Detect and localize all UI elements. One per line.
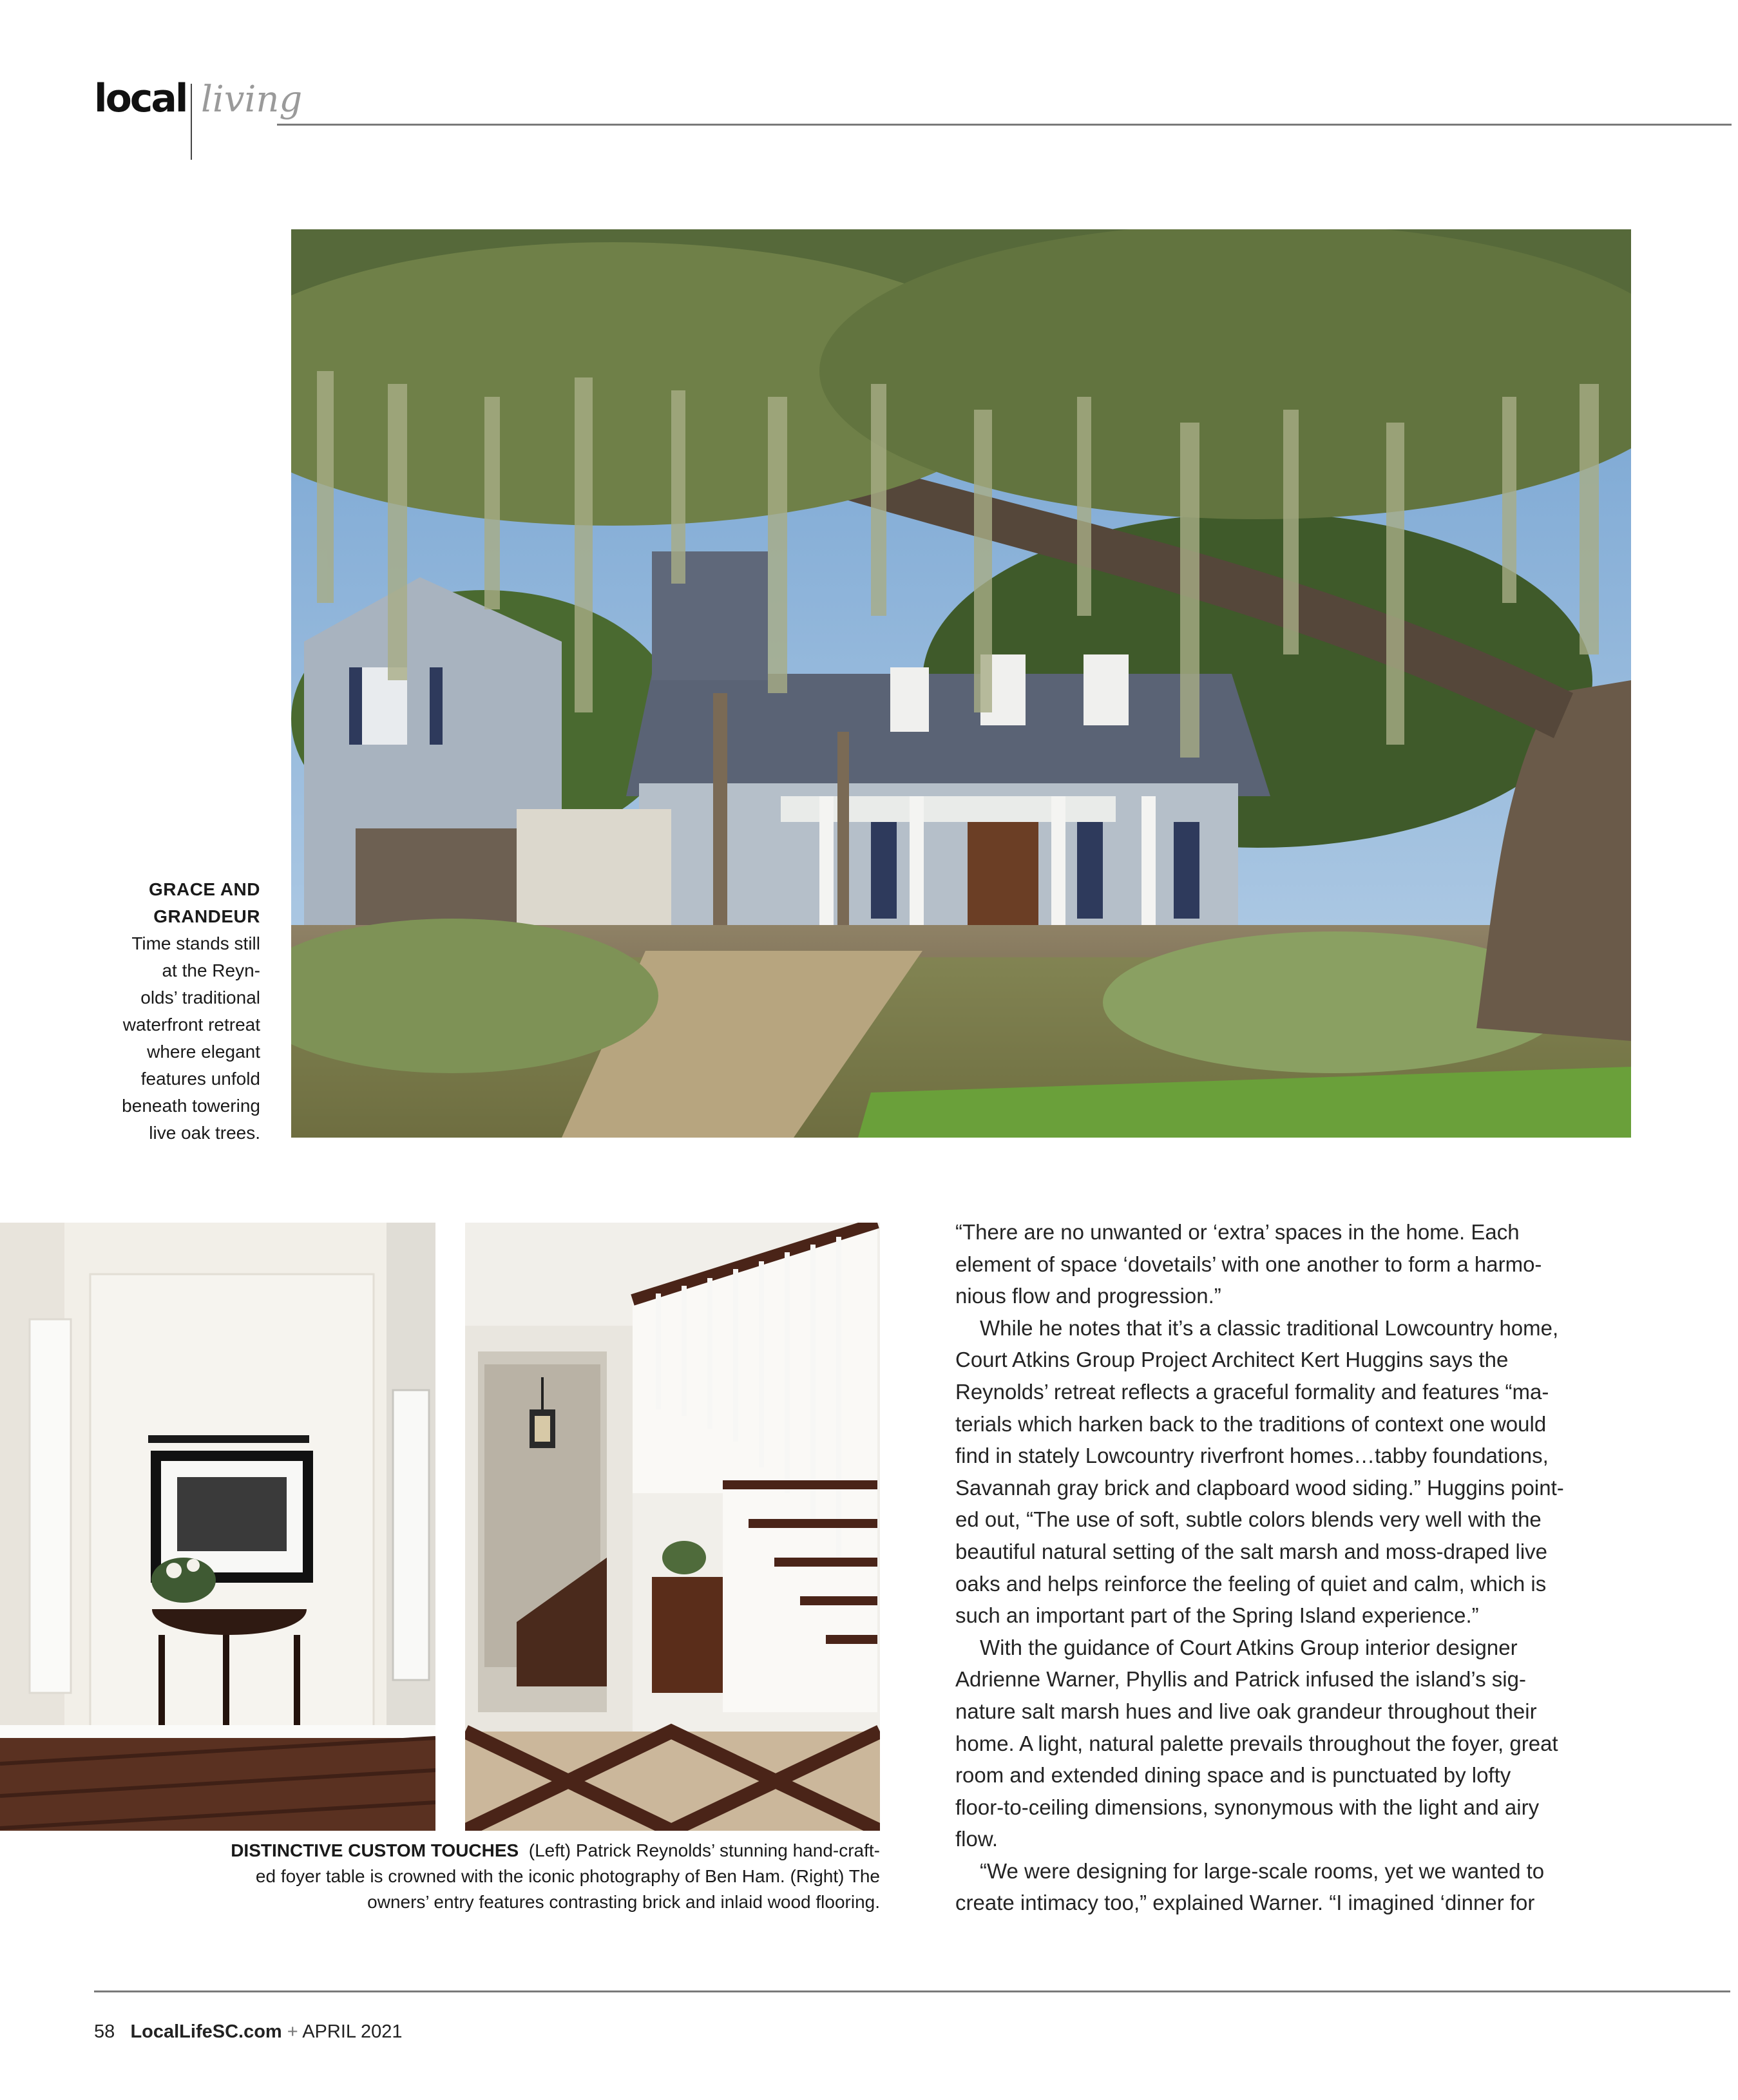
hero-caption-line: beneath towering <box>122 1096 260 1116</box>
hero-caption-line: Time stands still <box>131 933 260 953</box>
hero-caption-line: waterfront retreat <box>122 1015 260 1035</box>
page-number: 58 <box>94 2021 115 2042</box>
hero-caption-line: olds’ traditional <box>140 988 260 1007</box>
article-line: nious flow and progression.” <box>955 1284 1221 1308</box>
article-line: While he notes that it’s a classic traditional Lowcountry home, <box>980 1315 1559 1340</box>
hero-caption <box>97 876 260 1147</box>
interior-caption-line-2: ed foyer table is crowned with the iconic photography of Ben Ham. (Right) The <box>255 1866 880 1886</box>
foyer-table-photo <box>0 1223 435 1831</box>
interior-caption-line-1 <box>97 1838 880 1864</box>
brand-divider <box>191 84 192 160</box>
hero-caption-line: live oak trees. <box>149 1123 260 1143</box>
brand-living: living <box>201 79 303 120</box>
article-line: Reynolds’ retreat reflects a graceful formality and features “ma- <box>955 1379 1549 1404</box>
article-line: such an important part of the Spring Island experience.” <box>955 1603 1479 1628</box>
hero-photo <box>291 229 1631 1138</box>
footer <box>94 2021 403 2043</box>
hero-caption-heading-2: GRANDEUR <box>153 906 260 926</box>
article-line: flow. <box>955 1827 998 1851</box>
hero-caption-line: where elegant <box>147 1042 260 1062</box>
interior-caption-line-3: owners’ entry features contrasting brick and inlaid wood flooring. <box>367 1892 880 1912</box>
interior-caption-text: (Left) Patrick Reynolds’ stunning hand-craft- <box>528 1840 880 1860</box>
article-line: home. A light, natural palette prevails throughout the foyer, great <box>955 1731 1558 1755</box>
entry-staircase-photo <box>465 1223 880 1831</box>
article-line: “We were designing for large-scale rooms, yet we wanted to <box>980 1858 1545 1883</box>
site-link[interactable]: LocalLifeSC.com <box>130 2021 282 2042</box>
header-rule <box>277 124 1732 126</box>
article-line: ed out, “The use of soft, subtle colors blends very well with the <box>955 1507 1542 1532</box>
interior-caption <box>97 1838 880 1915</box>
article-line: With the guidance of Court Atkins Group interior designer <box>980 1635 1518 1659</box>
article-line: nature salt marsh hues and live oak grandeur throughout their <box>955 1699 1537 1723</box>
interior-caption-heading: DISTINCTIVE CUSTOM TOUCHES <box>231 1840 519 1860</box>
article-line: beautiful natural setting of the salt marsh and moss-draped live <box>955 1539 1548 1563</box>
article-body <box>955 1216 1619 1919</box>
hero-caption-line: features unfold <box>140 1069 260 1089</box>
footer-separator: + <box>287 2021 298 2042</box>
article-line: terials which harken back to the traditions of context one would <box>955 1411 1547 1436</box>
hero-caption-line: at the Reyn- <box>162 960 260 980</box>
issue-date: APRIL 2021 <box>302 2021 403 2042</box>
article-line: find in stately Lowcountry riverfront homes…tabby foundations, <box>955 1444 1549 1468</box>
article-line: create intimacy too,” explained Warner. “I imagined ‘dinner for <box>955 1891 1535 1915</box>
article-line: element of space ‘dovetails’ with one another to form a harmo- <box>955 1252 1542 1276</box>
article-line: “There are no unwanted or ‘extra’ spaces in the home. Each <box>955 1220 1520 1244</box>
hero-caption-heading-1: GRACE AND <box>148 879 260 899</box>
article-line: oaks and helps reinforce the feeling of quiet and calm, which is <box>955 1571 1547 1596</box>
article-line: room and extended dining space and is punctuated by lofty <box>955 1763 1511 1788</box>
article-line: floor-to-ceiling dimensions, synonymous with the light and airy <box>955 1795 1540 1819</box>
footer-rule <box>94 1990 1730 1992</box>
article-line: Savannah gray brick and clapboard wood siding.” Huggins point- <box>955 1475 1564 1500</box>
article-line: Court Atkins Group Project Architect Kert Huggins says the <box>955 1348 1509 1372</box>
article-line: Adrienne Warner, Phyllis and Patrick infused the island’s sig- <box>955 1667 1526 1692</box>
brand-local: local <box>94 76 187 121</box>
